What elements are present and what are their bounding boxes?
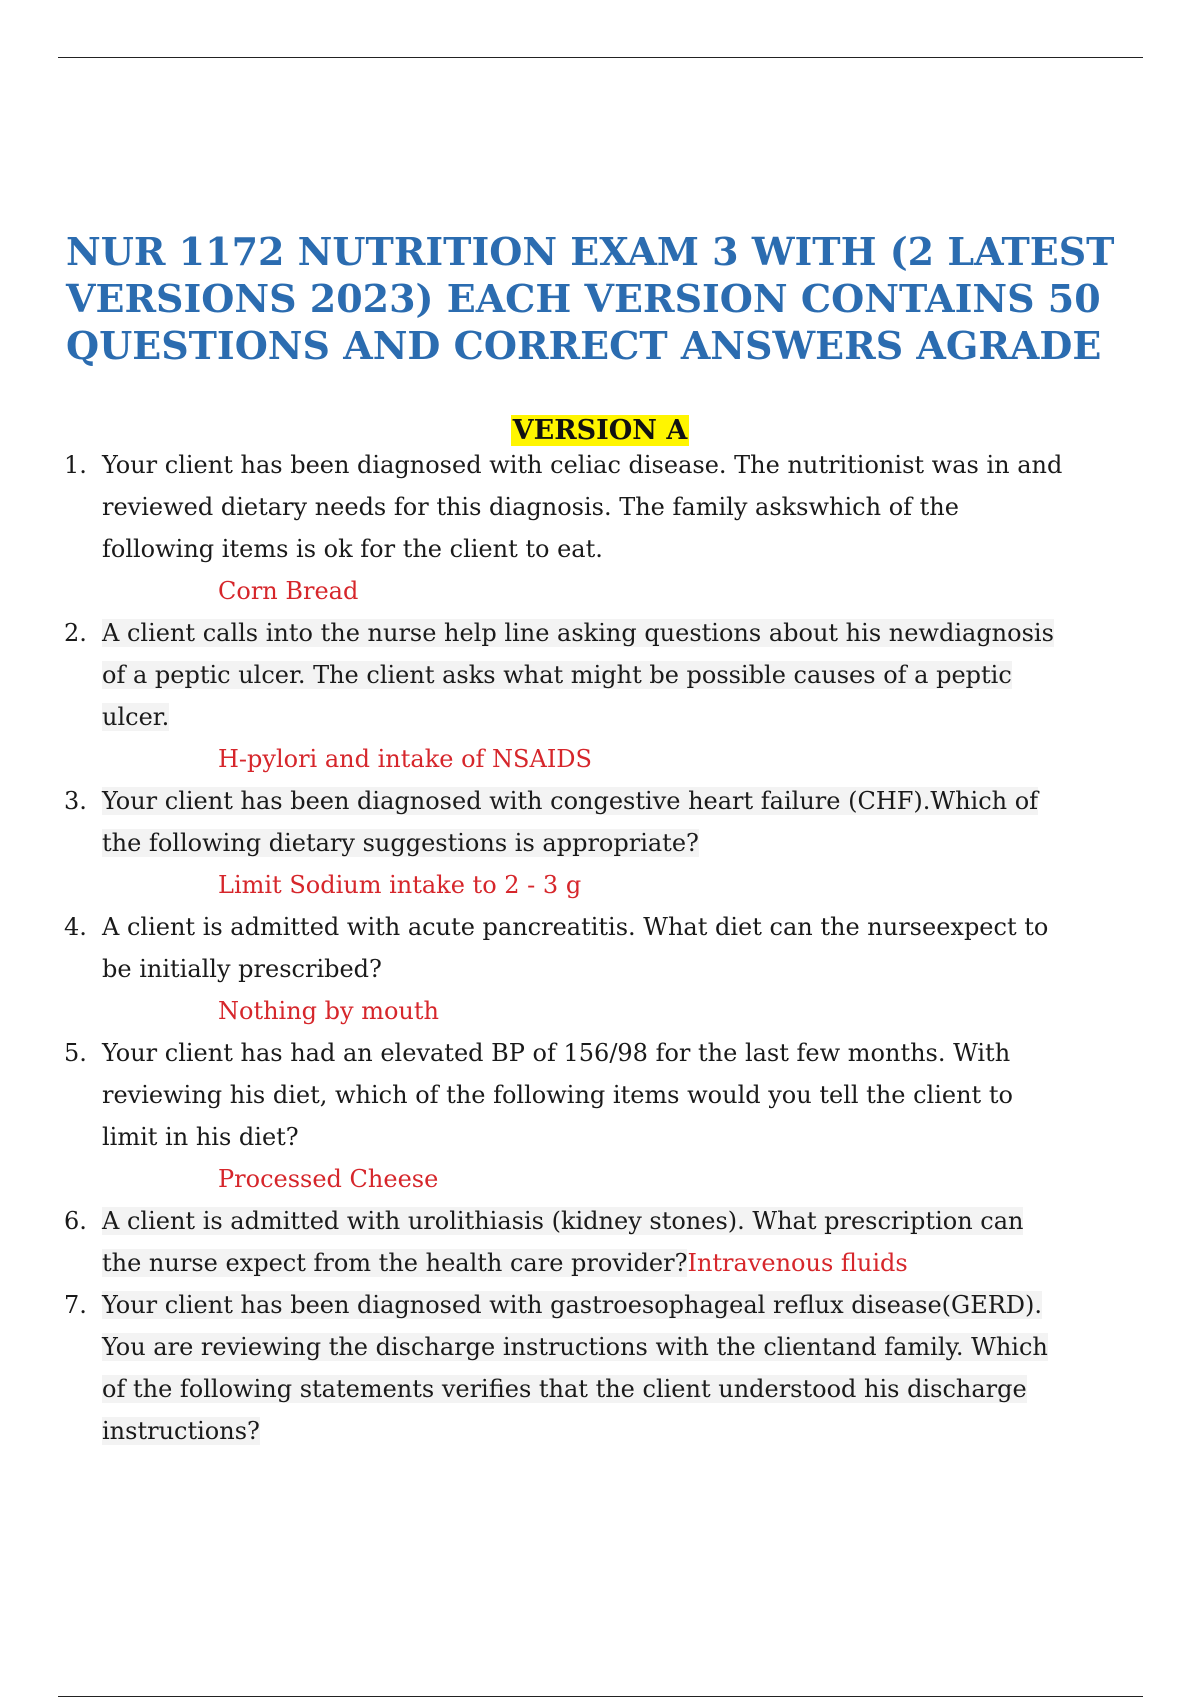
question-number: 5.: [64, 1039, 87, 1067]
question-item: [58, 1284, 1068, 1452]
question-item: [58, 1032, 1068, 1200]
question-number: 3.: [64, 787, 87, 815]
question-item: [58, 1200, 1068, 1284]
question-item: [58, 906, 1068, 1032]
answer-text: H-pylori and intake of NSAIDS: [218, 745, 592, 773]
answer-text: Processed Cheese: [218, 1165, 439, 1193]
question-text: A client calls into the nurse help line asking questions about his newdiagnosis of a peptic ulcer. The client asks what might be possible causes of a peptic ulcer.: [102, 619, 1054, 731]
version-label: VERSION A: [512, 415, 688, 446]
top-rule: [58, 57, 1143, 58]
question-text: Your client has been diagnosed with gastroesophageal reflux disease(GERD). You are reviewing the discharge instructions with the clientand family. Which of the following statements verifies that the client understood his discharge instructions?: [102, 1291, 1048, 1445]
question-list: [58, 444, 1068, 1452]
answer-text: Limit Sodium intake to 2 - 3 g: [218, 871, 582, 899]
question-item: [58, 612, 1068, 780]
version-heading: [0, 414, 1200, 448]
bottom-rule: [58, 1696, 1143, 1697]
question-text: A client is admitted with acute pancreatitis. What diet can the nurseexpect to be initially prescribed?: [102, 913, 1049, 983]
answer-text: Corn Bread: [218, 577, 359, 605]
document-title: NUR 1172 NUTRITION EXAM 3 WITH (2 LATEST VERSIONS 2023) EACH VERSION CONTAINS 50 QUESTIONS AND CORRECT ANSWERS AGRADE: [66, 229, 1115, 368]
question-number: 1.: [64, 451, 87, 479]
question-number: 6.: [64, 1207, 87, 1235]
question-number: 7.: [64, 1291, 87, 1319]
answer-text: Nothing by mouth: [218, 997, 439, 1025]
question-text: Your client has been diagnosed with celiac disease. The nutritionist was in and reviewed dietary needs for this diagnosis. The family askswhich of the following items is ok for the client to eat.: [102, 451, 1063, 563]
question-number: 4.: [64, 913, 87, 941]
question-text: Your client has had an elevated BP of 156/98 for the last few months. With reviewing his diet, which of the following items would you tell the client to limit in his diet?: [102, 1039, 1013, 1151]
question-item: [58, 444, 1068, 612]
question-text: Your client has been diagnosed with congestive heart failure (CHF).Which of the following dietary suggestions is appropriate?: [102, 787, 1039, 857]
answer-text: Intravenous fluids: [687, 1249, 908, 1277]
question-item: [58, 780, 1068, 906]
question-number: 2.: [64, 619, 87, 647]
question-text: A client is admitted with urolithiasis (kidney stones). What prescription can the nurse expect from the health care provider?: [102, 1207, 1024, 1277]
